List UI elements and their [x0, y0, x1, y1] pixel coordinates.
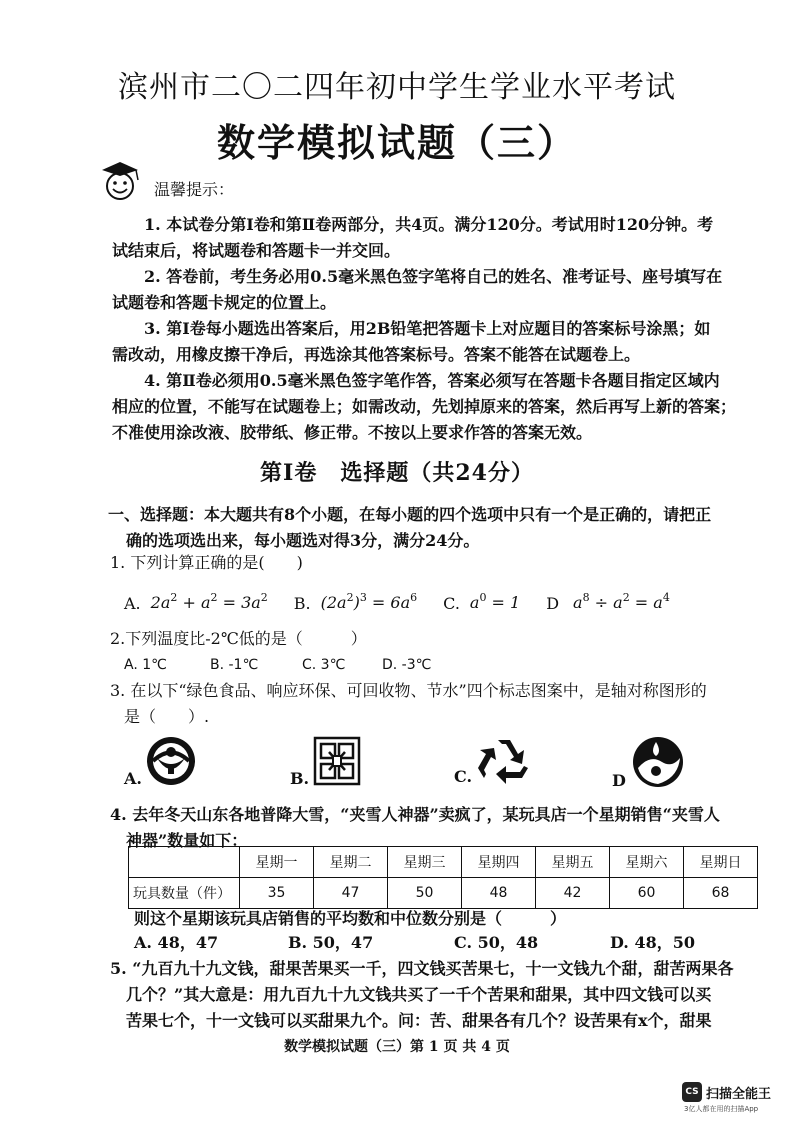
option-d-expr: $a^8 \div a^2 = a^4$ — [573, 591, 670, 612]
q2-option-a: A. 1℃ — [124, 657, 167, 673]
environment-logo-icon — [311, 734, 363, 788]
table-cell: 42 — [536, 878, 610, 909]
q2-option-c: C. 3℃ — [302, 657, 346, 673]
question-3-logos — [124, 734, 764, 790]
logo-option-c — [454, 734, 534, 786]
notice-line: 相应的位置，不能写在试题卷上；如需改动，先划掉原来的答案，然后再写上新的答案； — [112, 397, 737, 416]
table-row — [129, 878, 758, 909]
question-4-options — [134, 930, 774, 956]
table-header-row — [129, 847, 758, 878]
option-c-expr: $a^0 = 1$ — [469, 591, 521, 612]
q4-option-b: B. 50，47 — [288, 933, 374, 952]
table-cell: 48 — [462, 878, 536, 909]
question-2-stem: 2.下列温度比-2℃低的是（ ） — [110, 629, 367, 648]
q5-line: 几个？”其大意是：用九百九十九文钱共买了一千个苦果和甜果，其中四文钱可以买 — [126, 985, 712, 1004]
hint-label: 温馨提示： — [154, 179, 235, 199]
scanner-logo-icon: CS — [682, 1082, 702, 1102]
section-intro-line: 确的选项选出来，每小题选对得3分，满分24分。 — [126, 531, 480, 550]
notice-line: 不准使用涂改液、胶带纸、修正带。不按以上要求作答的答案无效。 — [112, 423, 593, 442]
section-title: 第Ⅰ卷 选择题（共24分） — [260, 460, 534, 486]
question-2-options — [124, 652, 764, 678]
notice-line: 试结束后，将试题卷和答题卡一并交回。 — [112, 241, 401, 260]
question-5-stem — [110, 956, 778, 1034]
section-intro — [108, 502, 778, 554]
page-footer: 数学模拟试题（三）第 1 页 共 4 页 — [284, 1039, 510, 1055]
recycle-logo-icon — [474, 734, 534, 786]
water-saving-logo-icon — [628, 734, 686, 790]
table-cell: 60 — [610, 878, 684, 909]
option-b-label: B. — [293, 594, 311, 613]
q3-stem-line: 是（ ）. — [124, 707, 210, 726]
logo-option-b — [290, 734, 363, 788]
notice-line: 1. 本试卷分第Ⅰ卷和第Ⅱ卷两部分，共4页。满分120分。考试用时120分钟。考 — [144, 215, 714, 234]
question-1-options — [124, 590, 764, 618]
q4-stem-line: 4. 去年冬天山东各地普降大雪，“夹雪人神器”卖疯了，某玩具店一个星期销售“夹雪人 — [110, 805, 720, 824]
logo-label: B. — [290, 769, 310, 788]
table-row-label: 玩具数量（件） — [129, 878, 240, 909]
green-food-logo-icon — [144, 734, 198, 788]
notice-line: 2. 答卷前，考生务必用0.5毫米黑色签字笔将自己的姓名、准考证号、座号填写在 — [144, 267, 723, 286]
q5-line: 苦果七个，十一文钱可以买甜果九个。问：苦、甜果各有几个？设苦果有x个，甜果 — [126, 1011, 712, 1030]
table-cell: 50 — [388, 878, 462, 909]
option-c-label: C. — [443, 594, 460, 613]
notice-block — [112, 212, 762, 446]
table-cell: 68 — [684, 878, 758, 909]
q4-option-a: A. 48，47 — [134, 933, 219, 952]
scanner-watermark — [682, 1082, 771, 1102]
option-a-expr: $2a^2 + a^2 = 3a^2$ — [150, 591, 268, 612]
table-header-cell: 星期二 — [314, 847, 388, 878]
scanner-name: 扫描全能王 — [706, 1086, 772, 1102]
q4-stem-line: 神器”数量如下： — [126, 831, 248, 850]
logo-label: A. — [124, 769, 142, 788]
table-header-cell: 星期日 — [684, 847, 758, 878]
notice-line: 3. 第Ⅰ卷每小题选出答案后，用2B铅笔把答题卡上对应题目的答案标号涂黑；如 — [144, 319, 711, 338]
option-a-label: A. — [124, 594, 141, 613]
table-header-cell: 星期六 — [610, 847, 684, 878]
smiley-graduate-icon — [98, 158, 146, 204]
hint-row — [98, 158, 234, 204]
notice-line: 4. 第Ⅱ卷必须用0.5毫米黑色签字笔作答，答案必须写在答题卡各题目指定区域内 — [144, 371, 720, 390]
logo-option-d — [612, 734, 686, 790]
logo-label: C. — [454, 767, 473, 786]
scanner-tagline: 3亿人都在用的扫描App — [684, 1105, 759, 1113]
q4-option-d: D. 48，50 — [610, 933, 695, 952]
question-4-question: 则这个星期该玩具店销售的平均数和中位数分别是（ ） — [134, 909, 567, 928]
question-1-stem: 1. 下列计算正确的是( ) — [110, 553, 303, 572]
q2-option-d: D. -3℃ — [382, 657, 432, 673]
exam-subtitle: 数学模拟试题（三） — [216, 120, 577, 165]
notice-line: 试题卷和答题卡规定的位置上。 — [112, 293, 337, 312]
table-cell: 35 — [240, 878, 314, 909]
option-b-expr: $(2a^2)^3 = 6a^6$ — [320, 591, 418, 612]
q5-line: 5. “九百九十九文钱，甜果苦果买一千，四文钱买苦果七，十一文钱九个甜，甜苦两果各 — [110, 959, 734, 978]
table-cell: 47 — [314, 878, 388, 909]
logo-option-a — [124, 734, 198, 788]
table-header-cell: 星期四 — [462, 847, 536, 878]
exam-title: 滨州市二〇二四年初中学生学业水平考试 — [118, 70, 676, 105]
table-header-cell: 星期三 — [388, 847, 462, 878]
logo-label: D — [612, 771, 626, 790]
table-header-cell: 星期五 — [536, 847, 610, 878]
table-header-cell: 星期一 — [240, 847, 314, 878]
section-intro-line: 一、选择题：本大题共有8个小题，在每小题的四个选项中只有一个是正确的，请把正 — [108, 505, 712, 524]
q4-option-c: C. 50，48 — [454, 933, 539, 952]
table-header-cell — [129, 847, 240, 878]
notice-line: 需改动，用橡皮擦干净后，再选涂其他答案标号。答案不能答在试题卷上。 — [112, 345, 641, 364]
option-d-label: D — [546, 594, 560, 613]
q2-option-b: B. -1℃ — [210, 657, 259, 673]
q3-stem-line: 3. 在以下“绿色食品、响应环保、可回收物、节水”四个标志图案中，是轴对称图形的 — [110, 681, 707, 700]
sales-table — [128, 846, 758, 909]
question-3-stem — [110, 678, 770, 730]
